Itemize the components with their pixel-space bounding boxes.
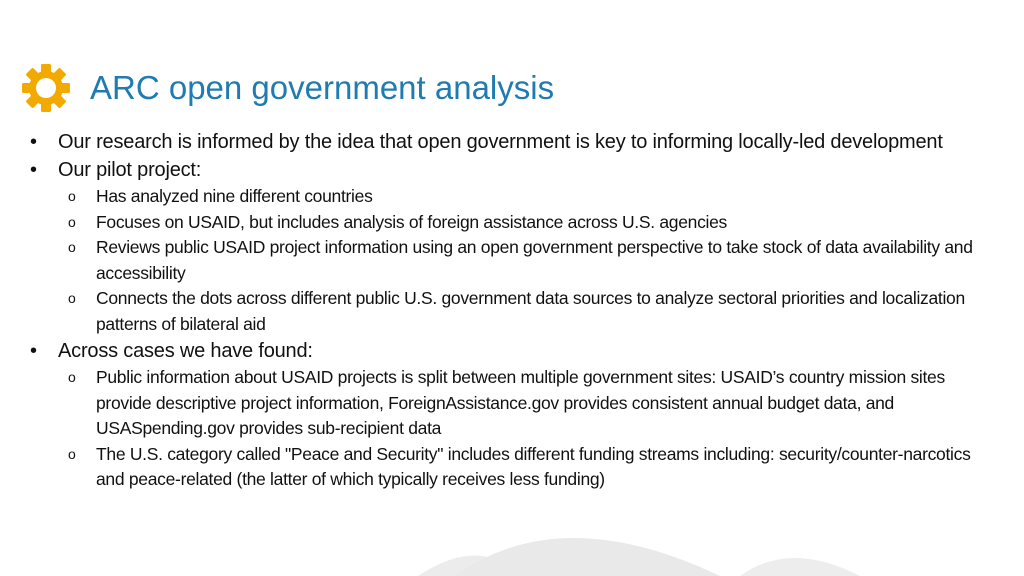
- bullet-text: Our research is informed by the idea that open government is key to informing locally-led development: [58, 131, 943, 153]
- bullet-item: [28, 128, 988, 156]
- bullet-item: [28, 337, 988, 365]
- sub-bullet-text: Focuses on USAID, but includes analysis of foreign assistance across U.S. agencies: [96, 211, 728, 232]
- bullet-marker: •: [30, 159, 37, 181]
- sub-bullet-item: [28, 184, 988, 210]
- bullet-marker: •: [30, 340, 37, 362]
- sub-bullet-marker: o: [68, 369, 76, 385]
- sub-bullet-text: Connects the dots across different public U.S. government data sources to analyze sectoral priorities and localization patterns of bilateral aid: [96, 288, 965, 334]
- sub-bullet-item: [28, 235, 988, 286]
- bullet-item: [28, 156, 988, 184]
- sub-bullet-item: [28, 286, 988, 337]
- bullet-text: Our pilot project:: [58, 159, 202, 181]
- sub-bullet-item: [28, 442, 988, 493]
- bullet-list: [28, 128, 988, 493]
- sub-bullet-text: The U.S. category called "Peace and Security" includes different funding streams including: security/counter-narcotics and peace-related (the latter of which typically receives less funding): [96, 443, 971, 489]
- sub-bullet-marker: o: [68, 239, 76, 255]
- slide-title: ARC open government analysis: [90, 69, 555, 106]
- sub-bullet-text: Public information about USAID projects is split between multiple government sites: USAID’s country mission sites provide descriptive project information, ForeignAssistance.gov provides consistent annual budget data, and USASpending.gov provides sub-recipient data: [96, 367, 945, 438]
- bullet-marker: •: [30, 131, 37, 153]
- sub-bullet-item: [28, 210, 988, 236]
- bullet-text: Across cases we have found:: [58, 340, 313, 362]
- sub-bullet-marker: o: [68, 188, 76, 204]
- sub-bullet-marker: o: [68, 213, 76, 230]
- gear-icon: [22, 64, 70, 112]
- sub-bullet-marker: o: [68, 290, 76, 306]
- sub-bullet-item: [28, 365, 988, 442]
- sub-bullet-marker: o: [68, 445, 76, 462]
- sub-bullet-text: Reviews public USAID project information using an open government perspective to take stock of data availability and accessibility: [96, 237, 973, 283]
- sub-bullet-text: Has analyzed nine different countries: [96, 186, 373, 206]
